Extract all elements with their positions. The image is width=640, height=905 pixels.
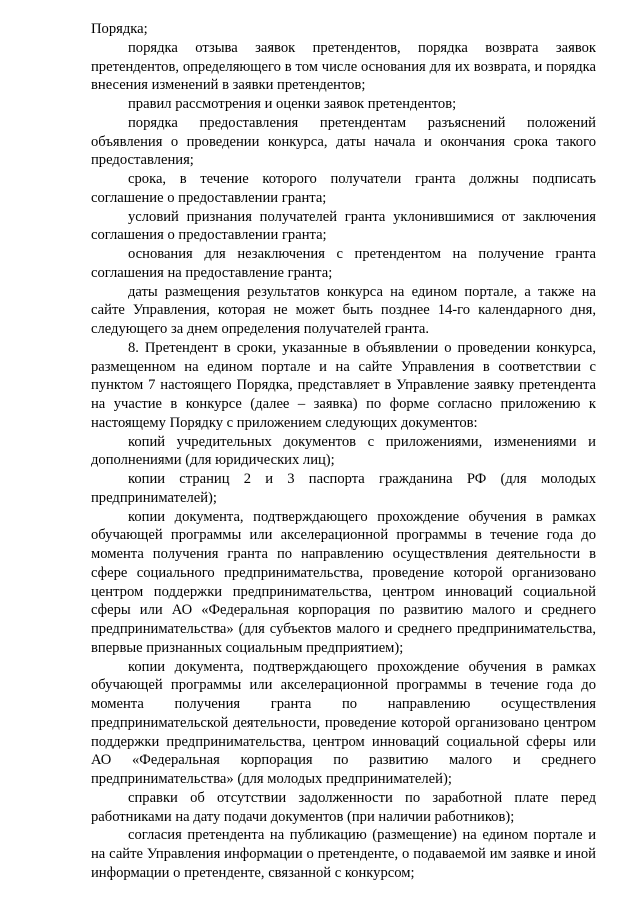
list-item-publication-consent: согласия претендента на публикацию (размещение) на едином портале и на сайте Управления информации о претенденте, о подаваемой им заявке и иной информации о претенденте, связанной с конкурсом;	[91, 827, 596, 881]
list-item-training-social: копии документа, подтверждающего прохождение обучения в рамках обучающей программы или акселерационной программы в течение года до момента получения гранта по направлению осуществления деятельности в сфере социального предпринимательства, проведение которой организовано центром поддержки предпринимательства, центром инноваций социальной сферы или АО «Федеральная корпорация по развитию малого и среднего предпринимательства» (для субъектов малого и среднего предпринимательства, впервые признанных социальным предприятием);	[91, 508, 596, 656]
list-item-salary-certificate: справки об отсутствии задолженности по заработной плате перед работниками на дату подачи документов (при наличии работников);	[91, 789, 596, 825]
paragraph-evasion-conditions: условий признания получателей гранта уклонившимися от заключения соглашения о предоставлении гранта;	[91, 208, 596, 244]
paragraph-non-conclusion: основания для незаключения с претендентом на получение гранта соглашения на предоставление гранта;	[91, 246, 596, 281]
document-page	[91, 20, 596, 883]
paragraph-review-rules: правил рассмотрения и оценки заявок претендентов;	[128, 96, 457, 112]
list-item-training-young: копии документа, подтверждающего прохождение обучения в рамках обучающей программы или акселерационной программы в течение года до момента получения гранта по направлению осуществления предпринимательской деятельности, проведение которой организовано центром поддержки предпринимательства, центром инноваций социальной сферы или АО «Федеральная корпорация по развитию малого и среднего предпринимательства» (для молодых предпринимателей);	[91, 658, 596, 787]
paragraph-item-8: 8. Претендент в сроки, указанные в объявлении о проведении конкурса, размещенном на едином портале и на сайте Управления в соответствии с пунктом 7 настоящего Порядка, представляет в Управление заявку претендента на участие в конкурсе (далее – заявка) по форме согласно приложению к настоящему Порядку с приложением следующих документов:	[91, 339, 596, 431]
list-item-charter-docs: копий учредительных документов с приложениями, изменениями и дополнениями (для юридических лиц);	[91, 433, 596, 469]
paragraph-clarifications: порядка предоставления претендентам разъяснений положений объявления о проведении конкурса, даты начала и окончания срока такого предоставления;	[91, 114, 596, 169]
list-item-passport: копии страниц 2 и 3 паспорта гражданина РФ (для молодых предпринимателей);	[91, 471, 596, 506]
paragraph-results-date: даты размещения результатов конкурса на едином портале, а также на сайте Управления, которая не может быть позднее 14-го календарного дня, следующего за днем определения получателей гранта.	[91, 283, 596, 337]
paragraph-withdrawal-order: порядка отзыва заявок претендентов, порядка возврата заявок претендентов, определяющего в том числе основания для их возврата, и порядка внесения изменений в заявки претендентов;	[91, 39, 596, 94]
paragraph-continuation: Порядка;	[91, 21, 148, 37]
paragraph-signing-term: срока, в течение которого получатели гранта должны подписать соглашение о предоставлении гранта;	[91, 171, 596, 206]
